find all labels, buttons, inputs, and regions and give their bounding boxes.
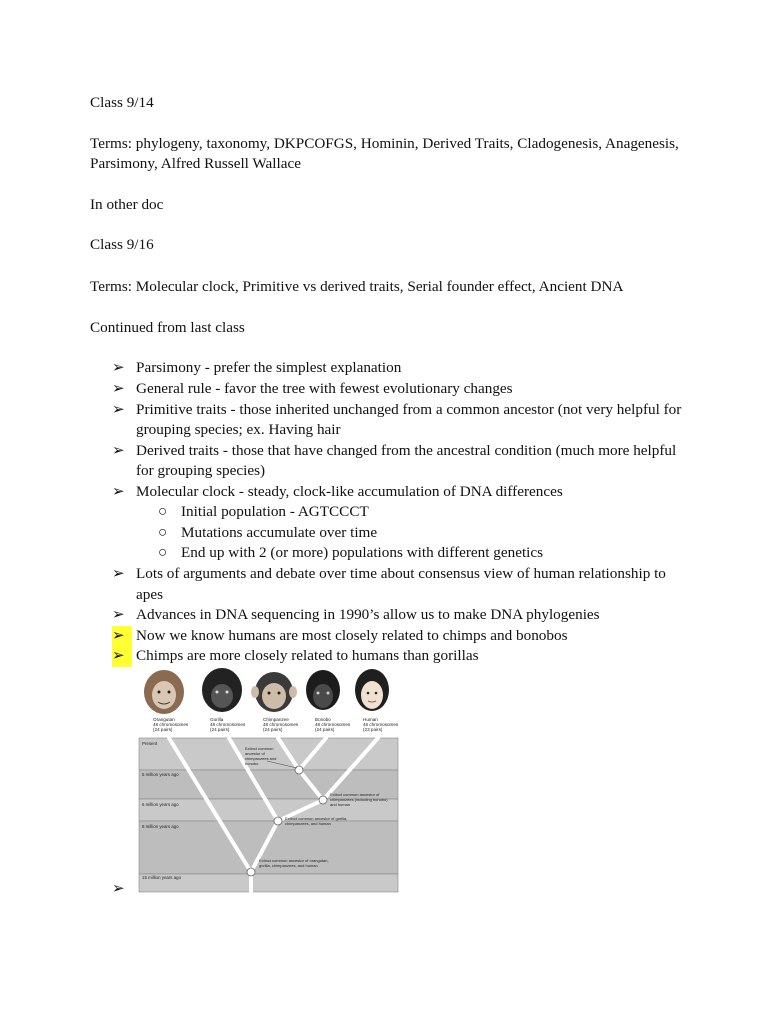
time-label: 5 million years ago [142, 772, 179, 777]
time-label: Present [142, 741, 158, 746]
chimpanzee-portrait [251, 672, 297, 712]
terms-9-16: Terms: Molecular clock, Primitive vs derived traits, Serial founder effect, Ancient DNA [90, 278, 624, 295]
sub-list-item-text: End up with 2 (or more) populations with different genetics [181, 544, 544, 561]
species-chromosomes: 48 chromosomes [153, 722, 189, 727]
arrow-bullet-icon: ➢ [112, 401, 125, 418]
annotation-orangutan: Extinct common ancestor of orangutan, gorilla, chimpanzees, and human [259, 858, 329, 868]
gorilla-portrait [202, 668, 242, 712]
time-label: 6 million years ago [142, 802, 179, 807]
terms-9-14-line-2: Parsimony, Alfred Russell Wallace [90, 155, 301, 172]
circle-bullet-icon: ○ [158, 524, 168, 541]
list-item-text: grouping species; ex. Having hair [136, 421, 341, 438]
list-item-text: Chimps are more closely related to humans than gorillas [136, 647, 479, 664]
list-item-text: Advances in DNA sequencing in 1990’s allow us to make DNA phylogenies [136, 606, 600, 623]
arrow-bullet-icon: ➢ [112, 483, 125, 500]
species-chromosomes: 48 chromosomes [210, 722, 246, 727]
time-label: 15 million years ago [142, 875, 182, 880]
list-item-text: Molecular clock - steady, clock-like accumulation of DNA differences [136, 483, 563, 500]
annotation-chimp-bonobo: Extinct common ancestor of chimpanzees and bonobo [245, 746, 277, 766]
ape-phylogeny-figure [137, 668, 399, 894]
list-item-text: for grouping species) [136, 462, 266, 479]
arrow-bullet-icon: ➢ [112, 626, 132, 647]
list-item-text: Parsimony - prefer the simplest explanation [136, 359, 402, 376]
species-name: Chimpanzee [263, 717, 289, 722]
class-9-14-heading: Class 9/14 [90, 94, 154, 111]
species-pairs: (24 pairs) [263, 727, 283, 732]
arrow-bullet-icon: ➢ [112, 380, 125, 397]
class-9-16-heading: Class 9/16 [90, 236, 154, 253]
circle-bullet-icon: ○ [158, 544, 168, 561]
annotation-chimp-human: Extinct common ancestor of chimpanzees (including bonobo) and human [330, 792, 388, 807]
list-item-text: Lots of arguments and debate over time about consensus view of human relationship to [136, 565, 666, 582]
sub-list-item-text: Initial population - AGTCCCT [181, 503, 369, 520]
list-item-text: Now we know humans are most closely related to chimps and bonobos [136, 627, 568, 644]
time-label: 8 million years ago [142, 824, 179, 829]
bonobo-portrait [306, 670, 340, 710]
arrow-bullet-icon: ➢ [112, 442, 125, 459]
list-item-text: apes [136, 586, 163, 603]
annotation-gorilla: Extinct common ancestor of gorilla, chimpanzees, and human [285, 816, 348, 826]
species-name: Gorilla [210, 717, 224, 722]
arrow-bullet-icon: ➢ [112, 359, 125, 376]
list-item-text: General rule - favor the tree with fewest evolutionary changes [136, 380, 513, 397]
orangutan-portrait [144, 670, 184, 714]
species-chromosomes: 48 chromosomes [263, 722, 299, 727]
arrow-bullet-icon: ➢ [112, 646, 132, 667]
list-item-text: Derived traits - those that have changed from the ancestral condition (much more helpful [136, 442, 677, 459]
circle-bullet-icon: ○ [158, 503, 168, 520]
terms-9-14-line-1: Terms: phylogeny, taxonomy, DKPCOFGS, Hominin, Derived Traits, Cladogenesis, Anagenesis, [90, 135, 679, 152]
arrow-bullet-icon: ➢ [112, 565, 125, 582]
sub-list-item-text: Mutations accumulate over time [181, 524, 378, 541]
species-pairs: (23 pairs) [363, 727, 383, 732]
list-item-text: Primitive traits - those inherited unchanged from a common ancestor (not very helpful for [136, 401, 682, 418]
species-chromosomes: 48 chromosomes [315, 722, 351, 727]
species-pairs: (24 pairs) [315, 727, 335, 732]
continued-note: Continued from last class [90, 319, 245, 336]
species-name: Human [363, 717, 378, 722]
species-chromosomes: 46 chromosomes [363, 722, 399, 727]
species-name: Orangutan [153, 717, 175, 722]
species-name: Bonobo [315, 717, 331, 722]
arrow-bullet-icon: ➢ [112, 606, 125, 623]
species-pairs: (24 pairs) [210, 727, 230, 732]
in-other-doc-note: In other doc [90, 196, 164, 213]
human-portrait [355, 669, 389, 711]
arrow-bullet-icon: ➢ [112, 880, 125, 897]
species-pairs: (24 pairs) [153, 727, 173, 732]
